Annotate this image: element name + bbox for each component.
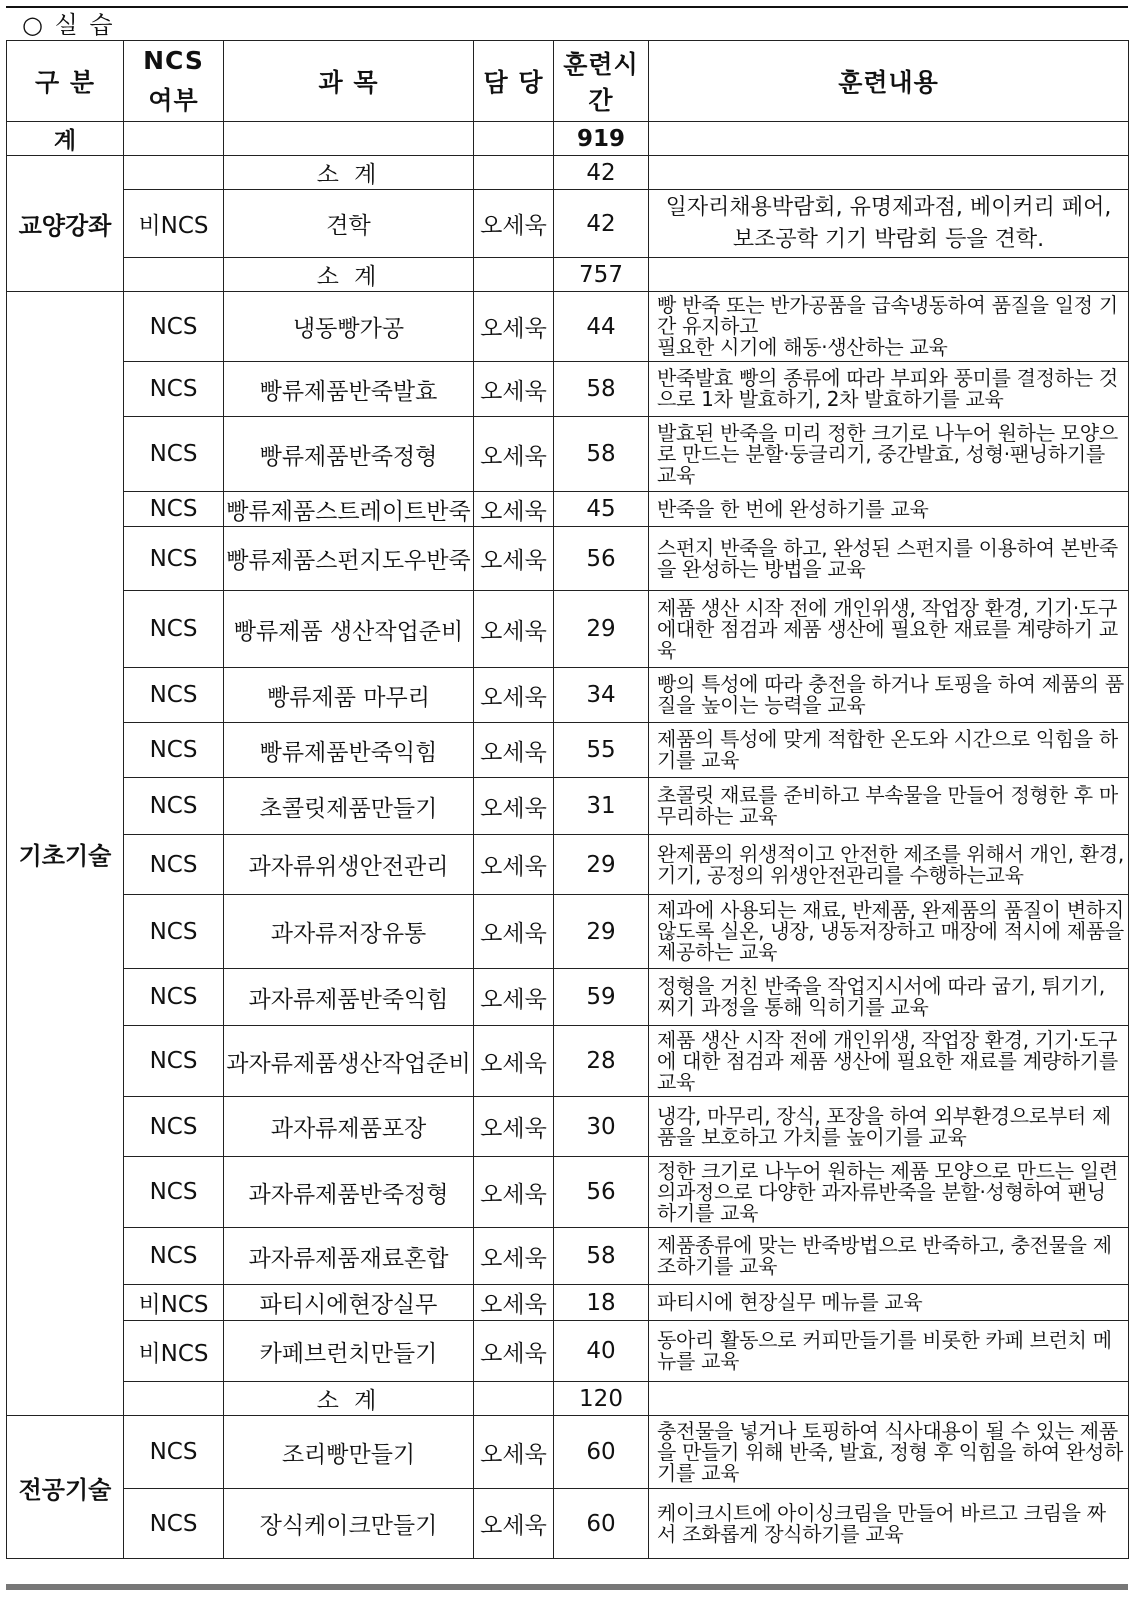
content-cell xyxy=(649,527,1129,591)
hours-cell: 34 xyxy=(554,668,649,723)
ncs-cell: NCS xyxy=(124,492,224,527)
content-cell xyxy=(649,895,1129,969)
table-row xyxy=(7,362,1129,417)
ncs-cell: NCS xyxy=(124,969,224,1026)
content-line: 일자리채용박람회, 유명제과점, 베이커리 페어, xyxy=(665,194,1112,220)
section-title-text: 실 습 xyxy=(54,11,115,39)
header-content: 훈련내용 xyxy=(649,41,1129,122)
content-line: 제품 생산 시작 전에 개인위생, 작업장 환경, 기기·도구에대한 점검과 제품 생산에 필요한 재료를 계량하기 교육 xyxy=(657,595,1118,662)
content-line: 케이크시트에 아이싱크림을 만들어 바르고 크림을 짜서 조화롭게 장식하기를 교육 xyxy=(657,1500,1106,1546)
instructor-cell: 오세욱 xyxy=(474,1489,554,1559)
subject-cell: 과자류저장유통 xyxy=(224,895,474,969)
instructor-cell: 오세욱 xyxy=(474,527,554,591)
hours-cell: 56 xyxy=(554,1157,649,1228)
hours-cell: 29 xyxy=(554,835,649,895)
total-hours: 919 xyxy=(554,122,649,156)
hours-cell: 30 xyxy=(554,1097,649,1157)
subtotal-label: 소 계 xyxy=(224,1382,474,1416)
instructor-cell: 오세욱 xyxy=(474,895,554,969)
content-cell xyxy=(649,1321,1129,1382)
subject-cell: 과자류제품반죽정형 xyxy=(224,1157,474,1228)
table-row xyxy=(7,778,1129,835)
subtotal-label: 소 계 xyxy=(224,258,474,292)
content-cell xyxy=(649,1228,1129,1285)
ncs-cell: NCS xyxy=(124,1489,224,1559)
ncs-cell: NCS xyxy=(124,778,224,835)
table-row xyxy=(7,895,1129,969)
subtotal-row xyxy=(7,258,1129,292)
subject-cell: 과자류위생안전관리 xyxy=(224,835,474,895)
total-row xyxy=(7,122,1129,156)
subject-cell: 초콜릿제품만들기 xyxy=(224,778,474,835)
content-line: 파티시에 현장실무 메뉴를 교육 xyxy=(657,1290,923,1314)
instructor-cell: 오세욱 xyxy=(474,190,554,258)
table-row xyxy=(7,1228,1129,1285)
content-line: 제품종류에 맞는 반죽방법으로 반죽하고, 충전물을 제조하기를 교육 xyxy=(657,1233,1112,1278)
table-row xyxy=(7,1321,1129,1382)
table-row xyxy=(7,591,1129,668)
instructor-cell: 오세욱 xyxy=(474,1285,554,1321)
subject-cell: 조리빵만들기 xyxy=(224,1416,474,1489)
subject-cell: 파티시에현장실무 xyxy=(224,1285,474,1321)
hours-cell: 29 xyxy=(554,591,649,668)
hours-cell: 18 xyxy=(554,1285,649,1321)
subject-cell: 빵류제품스트레이트반죽 xyxy=(224,492,474,527)
subtotal-row xyxy=(7,156,1129,190)
content-line: 충전물을 넣거나 토핑하여 식사대용이 될 수 있는 제품을 만들기 위해 반죽, 발효, 정형 후 익힘을 하여 완성하기를 교육 xyxy=(657,1418,1124,1485)
instructor-cell: 오세욱 xyxy=(474,1026,554,1097)
ncs-cell: NCS xyxy=(124,362,224,417)
content-cell xyxy=(649,1097,1129,1157)
hours-cell: 40 xyxy=(554,1321,649,1382)
ncs-cell: NCS xyxy=(124,1157,224,1228)
hours-cell: 58 xyxy=(554,417,649,492)
subject-cell: 견학 xyxy=(224,190,474,258)
ncs-cell: NCS xyxy=(124,1097,224,1157)
content-line: 초콜릿 재료를 준비하고 부속물을 만들어 정형한 후 마무리하는 교육 xyxy=(657,783,1118,828)
content-line: 냉각, 마무리, 장식, 포장을 하여 외부환경으로부터 제품을 보호하고 가치를 높이기를 교육 xyxy=(657,1103,1111,1149)
hours-cell: 56 xyxy=(554,527,649,591)
header-instructor: 담 당 xyxy=(474,41,554,122)
ncs-cell: NCS xyxy=(124,835,224,895)
instructor-cell: 오세욱 xyxy=(474,723,554,778)
content-cell xyxy=(649,778,1129,835)
content-line: 제품의 특성에 맞게 적합한 온도와 시간으로 익힘을 하기를 교육 xyxy=(657,727,1118,772)
header-subject: 과 목 xyxy=(224,41,474,122)
content-line: 보조공학 기기 박람회 등을 견학. xyxy=(732,226,1045,252)
ncs-cell: 비NCS xyxy=(124,190,224,258)
content-cell xyxy=(649,492,1129,527)
subject-cell: 장식케이크만들기 xyxy=(224,1489,474,1559)
table-row xyxy=(7,527,1129,591)
header-ncs xyxy=(124,41,224,122)
subject-cell: 빵류제품반죽발효 xyxy=(224,362,474,417)
section-title xyxy=(6,6,1128,40)
subtotal-hours: 120 xyxy=(554,1382,649,1416)
total-label: 계 xyxy=(7,122,124,156)
ncs-cell: NCS xyxy=(124,417,224,492)
instructor-cell: 오세욱 xyxy=(474,292,554,362)
subject-cell: 냉동빵가공 xyxy=(224,292,474,362)
subject-cell: 빵류제품반죽익힘 xyxy=(224,723,474,778)
table-row xyxy=(7,1097,1129,1157)
content-line: 빵의 특성에 따라 충전을 하거나 토핑을 하여 제품의 품질을 높이는 능력을 교육 xyxy=(657,672,1124,717)
ncs-cell: NCS xyxy=(124,292,224,362)
instructor-cell: 오세욱 xyxy=(474,668,554,723)
subtotal-row xyxy=(7,1382,1129,1416)
table-row xyxy=(7,417,1129,492)
subject-cell: 과자류제품포장 xyxy=(224,1097,474,1157)
table-body xyxy=(7,122,1129,1559)
instructor-cell: 오세욱 xyxy=(474,591,554,668)
table-row xyxy=(7,1157,1129,1228)
content-cell xyxy=(649,969,1129,1026)
subject-cell: 빵류제품스펀지도우반죽 xyxy=(224,527,474,591)
content-line: 정한 크기로 나누어 원하는 제품 모양으로 만드는 일련의과정으로 다양한 과자류반죽을 분할·성형하여 팬닝하기를 교육 xyxy=(657,1158,1118,1225)
instructor-cell: 오세욱 xyxy=(474,362,554,417)
hours-cell: 29 xyxy=(554,895,649,969)
hours-cell: 45 xyxy=(554,492,649,527)
table-row xyxy=(7,1026,1129,1097)
content-cell xyxy=(649,362,1129,417)
table-row xyxy=(7,1489,1129,1559)
hours-cell: 44 xyxy=(554,292,649,362)
header-ncs-line2: 여부 xyxy=(148,86,199,115)
content-line: 반죽발효 빵의 종류에 따라 부피와 풍미를 결정하는 것으로 1차 발효하기, 2차 발효하기를 교육 xyxy=(657,366,1118,411)
content-line: 필요한 시기에 해동·생산하는 교육 xyxy=(657,335,948,359)
hours-cell: 60 xyxy=(554,1489,649,1559)
content-cell xyxy=(649,723,1129,778)
header-ncs-line1: NCS xyxy=(143,46,204,75)
content-cell xyxy=(649,591,1129,668)
category-cell: 교양강좌 xyxy=(7,156,124,292)
ncs-cell: NCS xyxy=(124,1228,224,1285)
curriculum-table xyxy=(6,40,1129,1559)
hours-cell: 60 xyxy=(554,1416,649,1489)
subject-cell: 과자류제품생산작업준비 xyxy=(224,1026,474,1097)
instructor-cell: 오세욱 xyxy=(474,1157,554,1228)
content-line: 완제품의 위생적이고 안전한 제조를 위해서 개인, 환경,기기, 공정의 위생안전관리를 수행하는교육 xyxy=(657,841,1124,887)
content-cell xyxy=(649,1416,1129,1489)
circle-icon: ○ xyxy=(22,11,45,39)
instructor-cell: 오세욱 xyxy=(474,969,554,1026)
ncs-cell: NCS xyxy=(124,1026,224,1097)
ncs-cell: NCS xyxy=(124,895,224,969)
content-line: 반죽을 한 번에 완성하기를 교육 xyxy=(657,496,929,521)
subtotal-label: 소 계 xyxy=(224,156,474,190)
table-row xyxy=(7,292,1129,362)
instructor-cell: 오세욱 xyxy=(474,1228,554,1285)
content-line: 제과에 사용되는 재료, 반제품, 완제품의 품질이 변하지 않도록 실온, 냉장, 냉동저장하고 매장에 적시에 제품을 제공하는 교육 xyxy=(657,898,1124,964)
subject-cell: 빵류제품 생산작업준비 xyxy=(224,591,474,668)
content-cell xyxy=(649,1285,1129,1321)
hours-cell: 28 xyxy=(554,1026,649,1097)
content-cell xyxy=(649,668,1129,723)
category-cell: 전공기술 xyxy=(7,1416,124,1559)
content-line: 동아리 활동으로 커피만들기를 비롯한 카페 브런치 메뉴를 교육 xyxy=(657,1328,1112,1373)
content-line: 정형을 거친 반죽을 작업지시서에 따라 굽기, 튀기기, 찌기 과정을 통해 익히기를 교육 xyxy=(657,974,1105,1019)
instructor-cell: 오세욱 xyxy=(474,492,554,527)
instructor-cell: 오세욱 xyxy=(474,1416,554,1489)
table-row xyxy=(7,835,1129,895)
content-cell xyxy=(649,835,1129,895)
hours-cell: 58 xyxy=(554,1228,649,1285)
subject-cell: 과자류제품반죽익힘 xyxy=(224,969,474,1026)
hours-cell: 58 xyxy=(554,362,649,417)
ncs-cell: NCS xyxy=(124,1416,224,1489)
table-row xyxy=(7,190,1129,258)
subtotal-hours: 757 xyxy=(554,258,649,292)
instructor-cell: 오세욱 xyxy=(474,835,554,895)
subject-cell: 과자류제품재료혼합 xyxy=(224,1228,474,1285)
table-row xyxy=(7,1285,1129,1321)
instructor-cell: 오세욱 xyxy=(474,778,554,835)
bottom-rule xyxy=(6,1584,1128,1590)
content-line: 발효된 반죽을 미리 정한 크기로 나누어 원하는 모양으로 만드는 분할·둥글리기, 중간발효, 성형·팬닝하기를 교육 xyxy=(657,420,1118,487)
ncs-cell: 비NCS xyxy=(124,1321,224,1382)
ncs-cell: NCS xyxy=(124,591,224,668)
table-row xyxy=(7,969,1129,1026)
ncs-cell: NCS xyxy=(124,527,224,591)
content-cell xyxy=(649,417,1129,492)
training-plan-sheet xyxy=(6,6,1128,1559)
content-cell xyxy=(649,1026,1129,1097)
instructor-cell: 오세욱 xyxy=(474,1321,554,1382)
header-row xyxy=(7,41,1129,122)
ncs-cell: NCS xyxy=(124,723,224,778)
subject-cell: 빵류제품반죽정형 xyxy=(224,417,474,492)
content-cell xyxy=(649,190,1129,258)
content-cell xyxy=(649,292,1129,362)
hours-cell: 42 xyxy=(554,190,649,258)
instructor-cell: 오세욱 xyxy=(474,417,554,492)
content-line: 제품 생산 시작 전에 개인위생, 작업장 환경, 기기·도구에 대한 점검과 제품 생산에 필요한 재료를 계량하기를 교육 xyxy=(657,1027,1118,1094)
ncs-cell: NCS xyxy=(124,668,224,723)
content-line: 스펀지 반죽을 하고, 완성된 스펀지를 이용하여 본반죽을 완성하는 방법을 교육 xyxy=(657,535,1118,581)
subject-cell: 빵류제품 마무리 xyxy=(224,668,474,723)
header-hours: 훈련시간 xyxy=(554,41,649,122)
header-category: 구 분 xyxy=(7,41,124,122)
table-row xyxy=(7,1416,1129,1489)
ncs-cell: 비NCS xyxy=(124,1285,224,1321)
table-row xyxy=(7,723,1129,778)
table-row xyxy=(7,668,1129,723)
content-cell xyxy=(649,1157,1129,1228)
content-line: 빵 반죽 또는 반가공품을 급속냉동하여 품질을 일정 기간 유지하고 xyxy=(657,293,1118,338)
content-cell xyxy=(649,1489,1129,1559)
instructor-cell: 오세욱 xyxy=(474,1097,554,1157)
table-row xyxy=(7,492,1129,527)
hours-cell: 31 xyxy=(554,778,649,835)
category-cell: 기초기술 xyxy=(7,292,124,1416)
hours-cell: 59 xyxy=(554,969,649,1026)
hours-cell: 55 xyxy=(554,723,649,778)
subject-cell: 카페브런치만들기 xyxy=(224,1321,474,1382)
subtotal-hours: 42 xyxy=(554,156,649,190)
